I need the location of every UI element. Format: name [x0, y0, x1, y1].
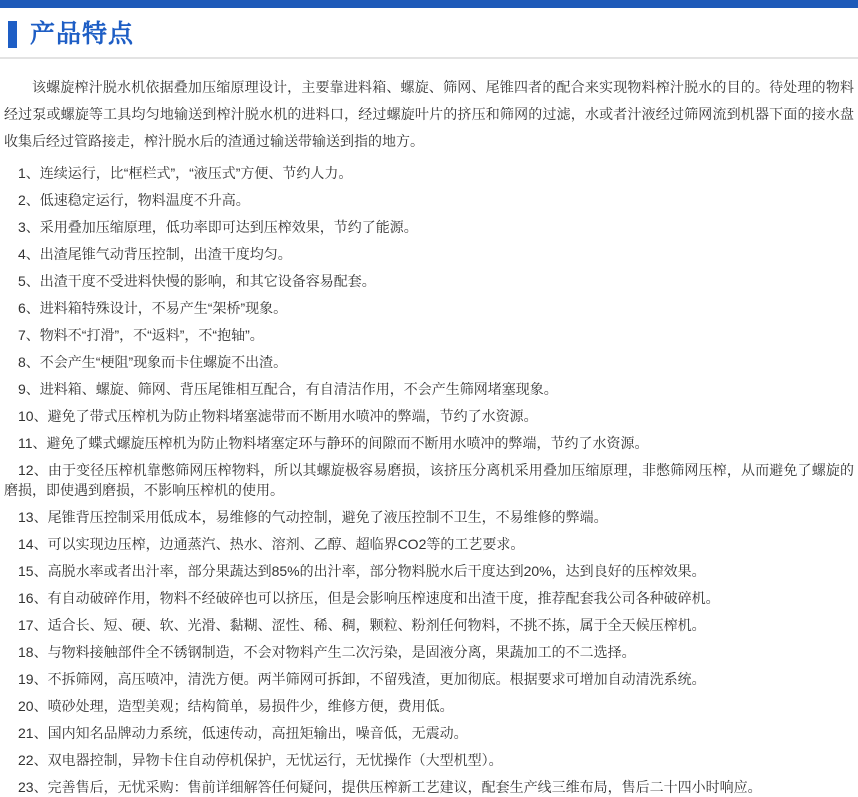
feature-item: 21、国内知名品牌动力系统，低速传动，高扭矩输出，噪音低，无震动。 [18, 725, 468, 741]
features-list [4, 163, 854, 797]
intro-paragraph: 该螺旋榨汁脱水机依据叠加压缩原理设计，主要靠进料箱、螺旋、筛网、尾锥四者的配合来实现物料榨汁脱水的目的。待处理的物料经过泵或螺旋等工具均匀地输送到榨汁脱水机的进料口，经过螺旋叶片的挤压和筛网的过滤，水或者汁液经过筛网流到机器下面的接水盘收集后经过管路接走，榨汁脱水后的渣通过输送带输送到指的地方。 [4, 79, 854, 149]
feature-item: 18、与物料接触部件全不锈钢制造，不会对物料产生二次污染，是固液分离，果蔬加工的不二选择。 [18, 644, 636, 660]
feature-item: 20、喷砂处理，造型美观；结构简单，易损件少，维修方便，费用低。 [18, 698, 454, 714]
feature-item: 3、采用叠加压缩原理，低功率即可达到压榨效果，节约了能源。 [18, 219, 418, 235]
feature-item: 16、有自动破碎作用，物料不经破碎也可以挤压，但是会影响压榨速度和出渣干度，推荐配套我公司各种破碎机。 [18, 590, 720, 606]
feature-item: 7、物料不“打滑”，不“返料”，不“抱轴”。 [18, 327, 264, 343]
feature-item: 1、连续运行，比“框栏式”，“液压式”方便、节约人力。 [18, 165, 353, 181]
content-area [0, 59, 858, 797]
feature-item: 22、双电器控制，异物卡住自动停机保护，无忧运行，无忧操作（大型机型）。 [18, 752, 503, 768]
feature-item: 8、不会产生“梗阻”现象而卡住螺旋不出渣。 [18, 354, 288, 370]
page-title: 产品特点 [30, 20, 135, 48]
feature-item: 5、出渣干度不受进料快慢的影响，和其它设备容易配套。 [18, 273, 376, 289]
feature-item: 4、出渣尾锥气动背压控制，出渣干度均匀。 [18, 246, 292, 262]
feature-item: 2、低速稳定运行，物料温度不升高。 [18, 192, 250, 208]
top-accent-strip [0, 0, 858, 8]
feature-item: 19、不拆筛网，高压喷冲，清洗方便。两半筛网可拆卸，不留残渣，更加彻底。根据要求可增加自动清洗系统。 [18, 671, 706, 687]
title-accent-bar-icon [8, 21, 17, 48]
feature-item: 10、避免了带式压榨机为防止物料堵塞滤带而不断用水喷冲的弊端，节约了水资源。 [18, 408, 538, 424]
feature-item: 17、适合长、短、硬、软、光滑、黏糊、涩性、稀、稠，颗粒、粉剂任何物料，不挑不拣，属于全天候压榨机。 [18, 617, 706, 633]
feature-item: 23、完善售后，无忧采购：售前详细解答任何疑问，提供压榨新工艺建议，配套生产线三维布局，售后二十四小时响应。 [18, 779, 762, 795]
feature-item: 9、进料箱、螺旋、筛网、背压尾锥相互配合，有自清洁作用，不会产生筛网堵塞现象。 [18, 381, 558, 397]
feature-item: 14、可以实现边压榨，边通蒸汽、热水、溶剂、乙醇、超临界CO2等的工艺要求。 [18, 536, 525, 552]
feature-item: 13、尾锥背压控制采用低成本，易维修的气动控制，避免了液压控制不卫生，不易维修的弊端。 [18, 509, 608, 525]
feature-item: 6、进料箱特殊设计，不易产生“架桥”现象。 [18, 300, 288, 316]
feature-item: 15、高脱水率或者出汁率，部分果蔬达到85%的出汁率，部分物料脱水后干度达到20%，达到良好的压榨效果。 [18, 563, 706, 579]
feature-item: 11、避免了蝶式螺旋压榨机为防止物料堵塞定环与静环的间隙而不断用水喷冲的弊端，节约了水资源。 [18, 435, 649, 451]
section-header [8, 20, 858, 48]
feature-item: 12、由于变径压榨机靠憋筛网压榨物料，所以其螺旋极容易磨损，该挤压分离机采用叠加压缩原理，非憋筛网压榨，从而避免了螺旋的磨损，即使遇到磨损，不影响压榨机的使用。 [4, 462, 854, 498]
